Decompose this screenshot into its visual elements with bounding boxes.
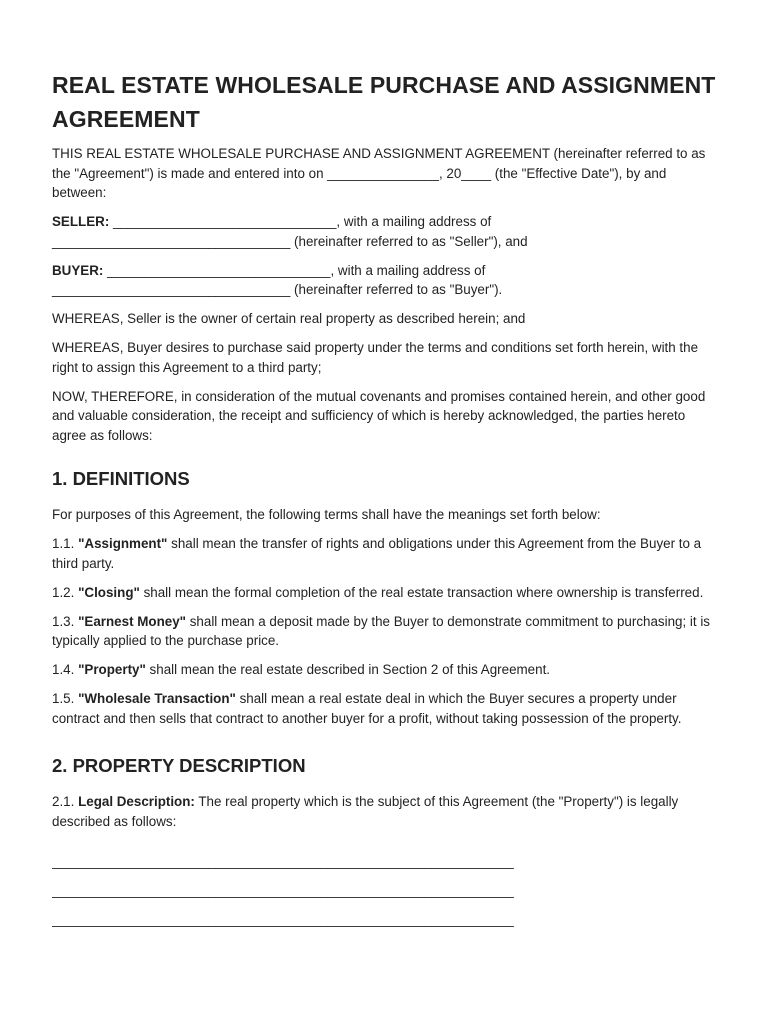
definition-text: shall mean the transfer of rights and obligations under this Agreement from the Buyer to a third party. xyxy=(52,536,702,571)
legal-description-item xyxy=(52,792,722,831)
definition-number: 1.3. xyxy=(52,613,79,629)
definition-term: "Closing" xyxy=(78,584,140,600)
buyer-text: ______________________________, with a mailing address of ________________________________ (hereinafter referred to as "Buyer"). xyxy=(52,262,503,297)
definition-term: "Earnest Money" xyxy=(78,613,187,629)
definition-text: shall mean the real estate described in Section 2 of this Agreement. xyxy=(145,662,551,677)
definition-text: shall mean a deposit made by the Buyer to demonstrate commitment to purchasing; it is typically applied to the purchase price. xyxy=(52,613,710,648)
item-term: Legal Description: xyxy=(78,794,195,809)
definition-number: 1.4. xyxy=(52,662,79,677)
blank-line: ______________________________________________________________ xyxy=(52,882,514,898)
definition-item xyxy=(52,583,722,603)
definition-term: "Property" xyxy=(78,662,146,677)
definition-term: "Wholesale Transaction" xyxy=(78,691,236,706)
definition-text: shall mean the formal completion of the real estate transaction where ownership is transferred. xyxy=(139,584,704,600)
definition-number: 1.1. xyxy=(52,536,79,551)
whereas-paragraph-1: WHEREAS, Seller is the owner of certain real property as described herein; and xyxy=(52,311,526,326)
now-therefore-paragraph: NOW, THEREFORE, in consideration of the mutual covenants and promises contained herein, and other good and valuable consideration, the receipt and sufficiency of which is hereby acknowledged, the parties hereto agree as follows: xyxy=(52,388,706,443)
whereas-paragraph-2: WHEREAS, Buyer desires to purchase said property under the terms and conditions set forth herein, with the right to assign this Agreement to a third party; xyxy=(52,340,699,375)
seller-paragraph xyxy=(52,212,722,251)
definition-item xyxy=(52,689,722,728)
blank-line: ______________________________________________________________ xyxy=(52,853,514,869)
intro-paragraph: THIS REAL ESTATE WHOLESALE PURCHASE AND ASSIGNMENT AGREEMENT (hereinafter referred to as the "Agreement") is made and entered into on _______________, 20____ (the "Effective Date"), by and between: xyxy=(52,146,706,200)
definition-term: "Assignment" xyxy=(78,536,168,551)
definition-item xyxy=(52,660,722,680)
item-number: 2.1. xyxy=(52,794,79,809)
blank-line: ______________________________________________________________ xyxy=(52,911,514,927)
seller-label: SELLER: xyxy=(52,214,110,229)
definition-item xyxy=(52,534,722,573)
buyer-paragraph xyxy=(52,261,722,300)
section-1-heading: 1. DEFINITIONS xyxy=(52,468,190,489)
definition-text: shall mean a real estate deal in which the Buyer secures a property under contract and then sells that contract to another buyer for a profit, without taking possession of the property. xyxy=(52,691,682,726)
buyer-label: BUYER: xyxy=(52,262,104,278)
definition-item xyxy=(52,612,722,651)
definition-number: 1.2. xyxy=(52,584,79,600)
seller-text: ______________________________, with a mailing address of ________________________________ (hereinafter referred to as "Seller"), and xyxy=(52,214,528,249)
document-page xyxy=(52,68,722,934)
document-title: REAL ESTATE WHOLESALE PURCHASE AND ASSIGNMENT AGREEMENT xyxy=(52,72,716,132)
section-2-heading: 2. PROPERTY DESCRIPTION xyxy=(52,755,306,776)
item-text: The real property which is the subject of this Agreement (the "Property") is legally described as follows: xyxy=(52,794,679,829)
section-1-intro: For purposes of this Agreement, the following terms shall have the meanings set forth below: xyxy=(52,507,601,522)
definition-number: 1.5. xyxy=(52,691,79,706)
